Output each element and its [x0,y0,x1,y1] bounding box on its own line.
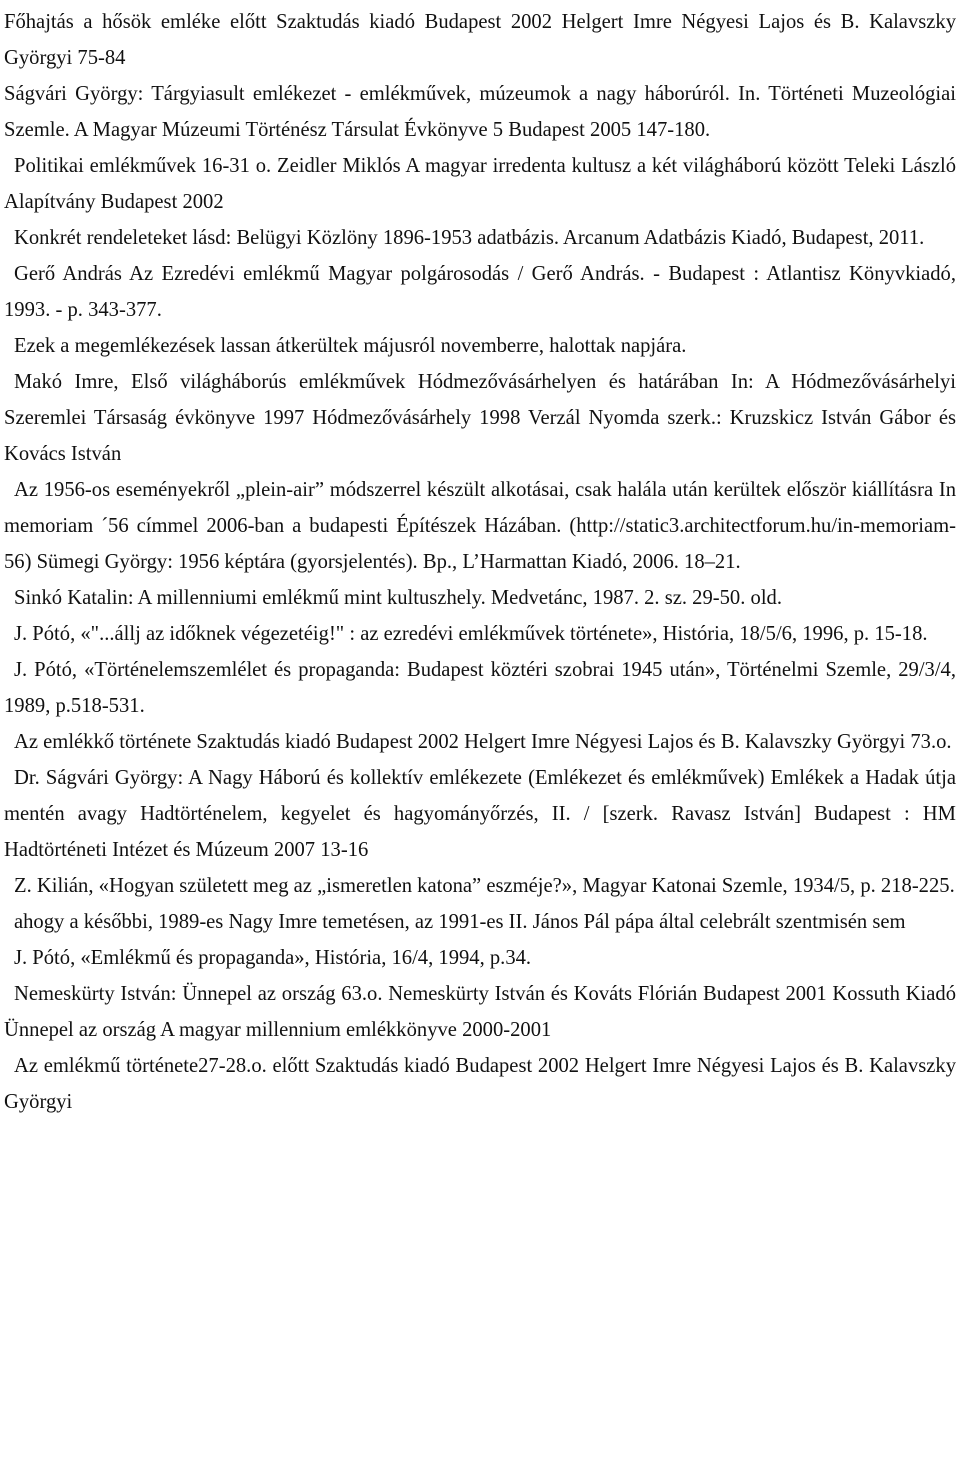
footnote-entry: J. Pótó, «Történelemszemlélet és propaganda: Budapest köztéri szobrai 1945 után», Történelmi Szemle, 29/3/4, 1989, p.518-531. [4,659,956,717]
footnote-entry: Az emlékkő története Szaktudás kiadó Budapest 2002 Helgert Imre Négyesi Lajos és B. Kalavszky Györgyi 73.o. [14,731,952,753]
footnote-entry: Politikai emlékművek 16-31 o. Zeidler Miklós A magyar irredenta kultusz a két világháború között Teleki László Alapítvány Budapest 2002 [4,155,956,213]
footnote-entry: Dr. Ságvári György: A Nagy Háború és kollektív emlékezete (Emlékezet és emlékművek) Emlékek a Hadak útja mentén avagy Hadtörténelem, kegyelet és hagyományőrzés, II. / [szerk. Ravasz István] Budapest : HM Hadtörténeti Intézet és Múzeum 2007 13-16 [4,767,956,861]
footnote-entry: Konkrét rendeleteket lásd: Belügyi Közlöny 1896-1953 adatbázis. Arcanum Adatbázis Kiadó, Budapest, 2011. [14,227,925,249]
footnote-entry: Ságvári György: Tárgyiasult emlékezet - emlékművek, múzeumok a nagy háborúról. In. Történeti Muzeológiai Szemle. A Magyar Múzeumi Történész Társulat Évkönyve 5 Budapest 2005 147-180. [4,83,956,141]
footnote-entry: J. Pótó, «"...állj az időknek végezetéig!" : az ezredévi emlékművek története», História, 18/5/6, 1996, p. 15-18. [14,623,928,645]
footnote-entry: Az 1956-os eseményekről „plein-air” módszerrel készült alkotásai, csak halála után kerültek először kiállításra In memoriam ´56 címmel 2006-ban a budapesti Építészek Házában. (http://static3.architectforum.hu/in-memoriam-56) Sümegi György: 1956 képtára (gyorsjelentés). Bp., L’Harmattan Kiadó, 2006. 18–21. [4,479,956,573]
footnote-entry: Az emlékmű története27-28.o. előtt Szaktudás kiadó Budapest 2002 Helgert Imre Négyesi Lajos és B. Kalavszky Györgyi [4,1055,956,1113]
footnote-entry: Főhajtás a hősök emléke előtt Szaktudás kiadó Budapest 2002 Helgert Imre Négyesi Lajos és B. Kalavszky Györgyi 75-84 [4,11,956,69]
footnote-entry: Ezek a megemlékezések lassan átkerültek májusról novemberre, halottak napjára. [14,335,687,357]
footnote-entry: Gerő András Az Ezredévi emlékmű Magyar polgárosodás / Gerő András. - Budapest : Atlantisz Könyvkiadó, 1993. - p. 343-377. [4,263,956,321]
footnote-entry: ahogy a későbbi, 1989-es Nagy Imre temetésen, az 1991-es II. János Pál pápa által celebrált szentmisén sem [14,911,906,933]
footnote-entry: J. Pótó, «Emlékmű és propaganda», História, 16/4, 1994, p.34. [14,947,532,969]
footnote-entry: Z. Kilián, «Hogyan született meg az „ismeretlen katona” eszméje?», Magyar Katonai Szemle, 1934/5, p. 218-225. [14,875,955,897]
footnote-entry: Makó Imre, Első világháborús emlékművek Hódmezővásárhelyen és határában In: A Hódmezővásárhelyi Szeremlei Társaság évkönyve 1997 Hódmezővásárhely 1998 Verzál Nyomda szerk.: Kruzskicz István Gábor és Kovács István [4,371,956,465]
footnote-entry: Sinkó Katalin: A millenniumi emlékmű mint kultuszhely. Medvetánc, 1987. 2. sz. 29-50. old. [14,587,782,609]
footnote-entry: Nemeskürty István: Ünnepel az ország 63.o. Nemeskürty István és Kováts Flórián Budapest 2001 Kossuth Kiadó Ünnepel az ország A magyar millennium emlékkönyve 2000-2001 [4,983,956,1041]
